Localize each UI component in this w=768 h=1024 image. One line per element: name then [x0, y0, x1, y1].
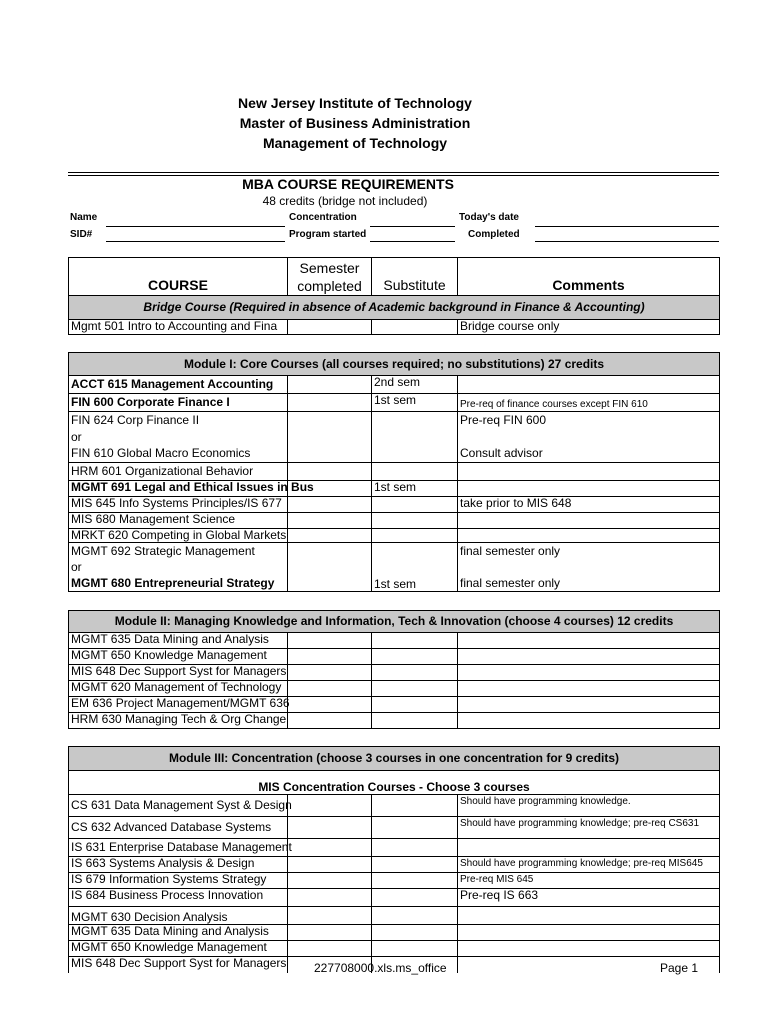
cell[interactable] [288, 681, 372, 697]
cell[interactable] [458, 462, 720, 480]
module3-band: Module III: Concentration (choose 3 courses in one concentration for 9 credits) [69, 747, 720, 771]
col-substitute: Substitute [372, 258, 458, 296]
name-field[interactable] [106, 226, 285, 227]
footer-filename: 227708000.xls.ms_office [314, 961, 447, 975]
cell[interactable] [288, 925, 372, 941]
table-row: MGMT 692 Strategic Management or MGMT 680 Entrepreneurial Strategy [69, 542, 288, 591]
table-row: MGMT 630 Decision Analysis [69, 907, 288, 925]
table-row: MGMT 635 Data Mining and Analysis [69, 925, 288, 941]
cell[interactable] [372, 496, 458, 512]
comment-cell: Pre-req FIN 600 Consult advisor [458, 412, 720, 463]
comment-cell: Should have programming knowledge; pre-req MIS645 [458, 857, 720, 873]
module1-table [68, 352, 720, 592]
bridge-comment: Bridge course only [458, 320, 720, 335]
bridge-course: Mgmt 501 Intro to Accounting and Fina [69, 320, 288, 335]
cell[interactable] [372, 873, 458, 889]
cell[interactable] [458, 528, 720, 542]
cell[interactable] [458, 713, 720, 729]
cell[interactable] [372, 649, 458, 665]
cell[interactable] [458, 907, 720, 925]
table-row: MGMT 635 Data Mining and Analysis [69, 633, 288, 649]
cell[interactable] [458, 633, 720, 649]
substitute-cell: 1st sem [372, 542, 458, 591]
cell[interactable] [288, 817, 372, 839]
table-row: IS 631 Enterprise Database Management [69, 839, 288, 857]
table-row: MIS 680 Management Science [69, 512, 288, 528]
table-row: CS 631 Data Management Syst & Design [69, 795, 288, 817]
cell[interactable] [372, 412, 458, 463]
cell[interactable] [288, 873, 372, 889]
table-row: HRM 630 Managing Tech & Org Change [69, 713, 288, 729]
cell[interactable] [372, 941, 458, 957]
cell[interactable] [288, 512, 372, 528]
cell[interactable] [458, 941, 720, 957]
col-semester: Semester completed [288, 258, 372, 296]
program-title: Management of Technology [262, 135, 448, 151]
cell[interactable] [372, 665, 458, 681]
table-row: MIS 645 Info Systems Principles/IS 677 [69, 496, 288, 512]
cell[interactable] [458, 512, 720, 528]
cell[interactable] [288, 857, 372, 873]
substitute-cell: 1st sem [372, 480, 458, 496]
cell[interactable] [288, 376, 372, 394]
todays-date-label: Today's date [459, 212, 519, 223]
cell[interactable] [372, 907, 458, 925]
module2-table [68, 610, 720, 729]
cell[interactable] [288, 528, 372, 542]
cell[interactable] [372, 817, 458, 839]
cell[interactable] [288, 412, 372, 463]
cell[interactable] [288, 633, 372, 649]
substitute-cell: 1st sem [372, 394, 458, 412]
cell[interactable] [288, 889, 372, 907]
name-label: Name [70, 212, 98, 223]
todays-date-field[interactable] [535, 226, 719, 227]
sid-label: SID# [70, 229, 93, 240]
cell[interactable] [458, 376, 720, 394]
cell[interactable] [288, 839, 372, 857]
col-comments: Comments [458, 258, 720, 296]
cell[interactable] [372, 528, 458, 542]
concentration-label: Concentration [289, 212, 357, 223]
completed-field[interactable] [535, 241, 719, 242]
table-row: MIS 648 Dec Support Syst for Managers [69, 665, 288, 681]
cell[interactable] [288, 542, 372, 591]
comment-cell: Should have programming knowledge; pre-req CS631 [458, 817, 720, 839]
table-row: IS 679 Information Systems Strategy [69, 873, 288, 889]
table-row: ACCT 615 Management Accounting [69, 376, 288, 394]
completed-label: Completed [468, 229, 520, 240]
cell[interactable] [372, 462, 458, 480]
cell[interactable] [288, 649, 372, 665]
table-row: CS 632 Advanced Database Systems [69, 817, 288, 839]
table-row: IS 684 Business Process Innovation [69, 889, 288, 907]
table-row: FIN 624 Corp Finance II or FIN 610 Global Macro Economics [69, 412, 288, 463]
cell[interactable] [372, 633, 458, 649]
comment-cell: take prior to MIS 648 [458, 496, 720, 512]
institution-title: New Jersey Institute of Technology [238, 95, 472, 111]
cell[interactable] [458, 681, 720, 697]
table-row: HRM 601 Organizational Behavior [69, 462, 288, 480]
table-row: MGMT 650 Knowledge Management [69, 941, 288, 957]
module2-band: Module II: Managing Knowledge and Information, Tech & Innovation (choose 4 courses) 12 credits [69, 611, 720, 633]
program-started-label: Program started [289, 229, 367, 240]
cell[interactable] [372, 512, 458, 528]
program-started-field[interactable] [370, 241, 455, 242]
cell[interactable] [288, 496, 372, 512]
cell[interactable] [372, 320, 458, 335]
table-row: FIN 600 Corporate Finance I [69, 394, 288, 412]
cell[interactable] [288, 394, 372, 412]
cell[interactable] [458, 649, 720, 665]
comment-cell: Pre-req MIS 645 [458, 873, 720, 889]
comment-cell: final semester only final semester only [458, 542, 720, 591]
substitute-cell: 2nd sem [372, 376, 458, 394]
cell[interactable] [458, 839, 720, 857]
header-bridge-table [68, 257, 720, 335]
sid-field[interactable] [106, 241, 285, 242]
table-row: MGMT 620 Management of Technology [69, 681, 288, 697]
cell[interactable] [288, 665, 372, 681]
cell[interactable] [288, 697, 372, 713]
concentration-field[interactable] [370, 226, 455, 227]
cell[interactable] [372, 889, 458, 907]
cell[interactable] [372, 713, 458, 729]
cell[interactable] [372, 697, 458, 713]
cell[interactable] [458, 665, 720, 681]
table-row: EM 636 Project Management/MGMT 636 [69, 697, 288, 713]
cell[interactable] [372, 681, 458, 697]
comment-cell: Should have programming knowledge. [458, 795, 720, 817]
cell[interactable] [372, 839, 458, 857]
comment-cell: Pre-req of finance courses except FIN 610 [458, 394, 720, 412]
cell[interactable] [458, 480, 720, 496]
module1-band: Module I: Core Courses (all courses required; no substitutions) 27 credits [69, 353, 720, 376]
cell[interactable] [372, 795, 458, 817]
cell[interactable] [288, 462, 372, 480]
table-row: MGMT 691 Legal and Ethical Issues in Bus [69, 480, 288, 496]
table-row: MRKT 620 Competing in Global Markets [69, 528, 288, 542]
degree-title: Master of Business Administration [239, 115, 471, 131]
top-rule [68, 172, 719, 173]
table-row: IS 663 Systems Analysis & Design [69, 857, 288, 873]
cell[interactable] [372, 857, 458, 873]
credits-subtitle: 48 credits (bridge not included) [262, 194, 428, 208]
cell[interactable] [288, 713, 372, 729]
table-row: MGMT 650 Knowledge Management [69, 649, 288, 665]
comment-cell: Pre-req IS 663 [458, 889, 720, 907]
cell[interactable] [372, 925, 458, 941]
cell[interactable] [288, 320, 372, 335]
table-row: MIS 648 Dec Support Syst for Managers [69, 957, 288, 973]
requirements-title: MBA COURSE REQUIREMENTS [242, 176, 454, 192]
cell[interactable] [288, 941, 372, 957]
cell[interactable] [458, 925, 720, 941]
bridge-band: Bridge Course (Required in absence of Academic background in Finance & Accounting) [69, 296, 720, 320]
cell[interactable] [458, 697, 720, 713]
footer-page: Page 1 [660, 961, 699, 975]
module3-table [68, 746, 720, 973]
col-course: COURSE [69, 258, 288, 296]
concentration-title: MIS Concentration Courses - Choose 3 courses [69, 771, 720, 795]
cell[interactable] [288, 907, 372, 925]
cell[interactable] [288, 795, 372, 817]
